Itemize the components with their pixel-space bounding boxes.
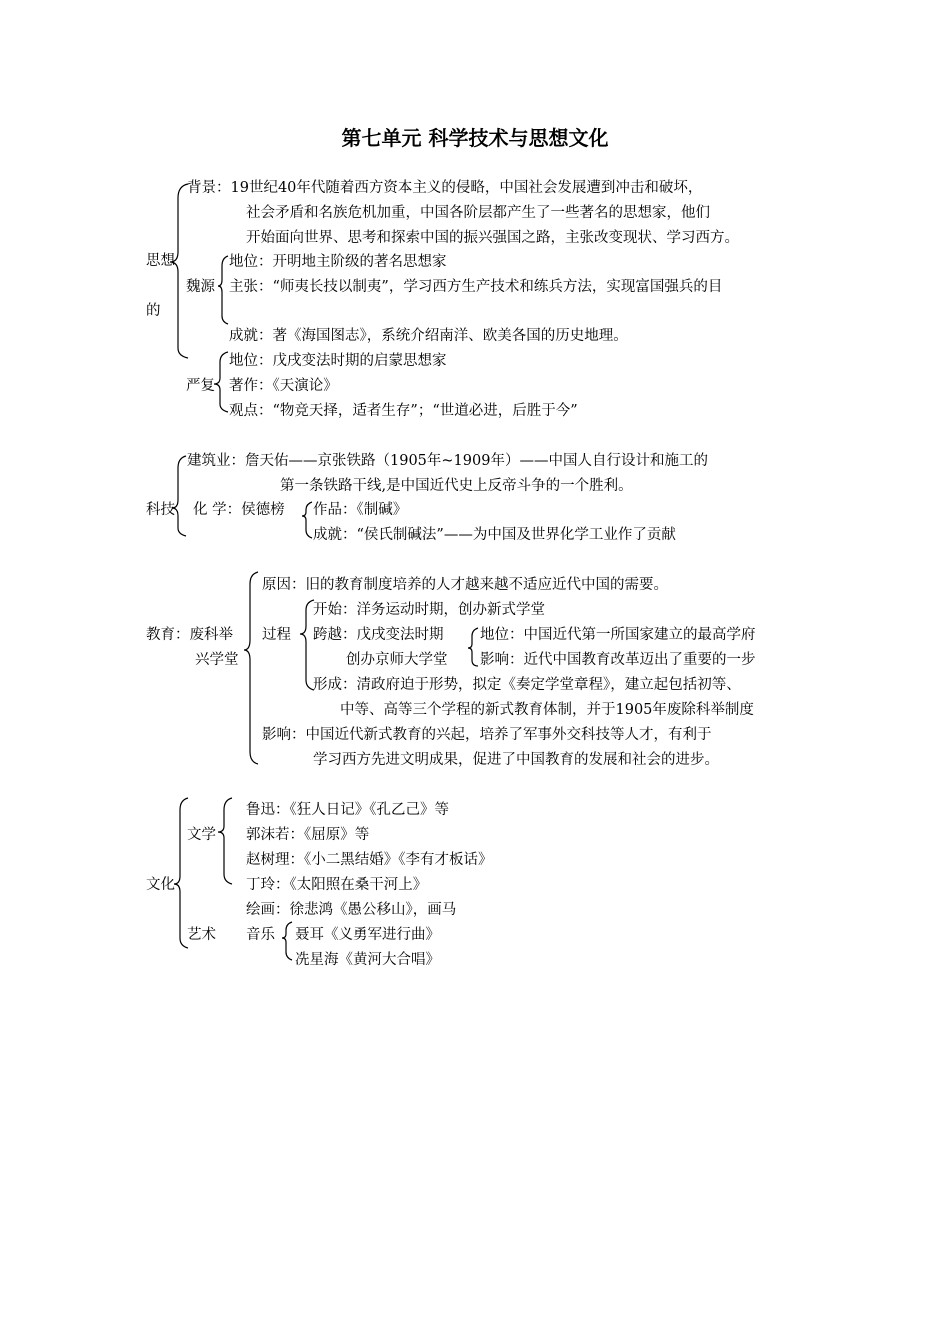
edu-brace [244,572,258,764]
music-brace [282,922,292,960]
wei-yuan-claim: 主张：“师夷长技以制夷”，学习西方生产技术和练兵方法，实现富国强兵的目 [229,279,723,295]
process-start: 开始：洋务运动时期，创办新式学堂 [313,602,545,618]
education-impact: 影响：中国近代新式教育的兴起，培养了军事外交科技等人才，有利于 [262,727,712,743]
painting-item: 绘画：徐悲鸿《愚公移山》，画马 [246,902,457,918]
process-label: 过程 [262,627,291,643]
tech-brace [172,456,186,536]
leap-brace [468,628,478,666]
background-line: 背景：19世纪40年代随着西方资本主义的侵略，中国社会发展遭到冲击和破坏， [187,180,703,196]
process-brace [300,600,314,690]
wei-brace [218,256,228,324]
culture-label: 文化 [146,877,175,893]
wei-yuan-achievement: 成就：著《海国图志》，系统介绍南洋、欧美各国的历史地理。 [229,328,628,344]
wei-yuan-label: 魏源 [186,279,215,295]
literature-brace [218,798,232,884]
background-line: 开始面向世界、思考和探索中国的振兴强国之路，主张改变现状、学习西方。 [246,230,739,246]
chemistry-work: 作品：《制碱》 [313,502,408,518]
literature-label: 文学 [187,827,216,843]
yan-fu-status: 地位：戊戌变法时期的启蒙思想家 [229,353,447,369]
literature-item: 赵树理：《小二黑结婚》《李有才板话》 [246,852,493,868]
education-label: 兴学堂 [195,652,239,668]
art-label: 艺术 [187,927,216,943]
chemistry-achievement: 成就：“侯氏制碱法”——为中国及世界化学工业作了贡献 [313,527,676,543]
leap-status: 地位：中国近代第一所国家建立的最高学府 [480,627,756,643]
tech-label: 科技 [146,502,175,518]
music-item: 冼星海《黄河大合唱》 [295,952,440,968]
thought-label-suffix: 的 [146,303,161,319]
music-item: 聂耳《义勇军进行曲》 [295,927,440,943]
education-impact: 学习西方先进文明成果，促进了中国教育的发展和社会的进步。 [313,752,719,768]
music-label: 音乐 [246,927,275,943]
yan-fu-work: 著作：《天演论》 [229,378,338,394]
process-leap: 创办京师大学堂 [346,652,448,668]
yan-fu-view: 观点：“物竞天择，适者生存”；“世道必进，后胜于今” [229,403,578,419]
process-form: 形成：清政府迫于形势，拟定《奏定学堂章程》，建立起包括初等、 [313,677,741,693]
education-reason: 原因：旧的教育制度培养的人才越来越不适应近代中国的需要。 [262,577,668,593]
literature-item: 郭沫若：《屈原》等 [246,827,370,843]
thought-brace [170,184,188,358]
page-title: 第七单元 科学技术与思想文化 [341,126,609,150]
culture-brace [174,798,188,948]
leap-impact: 影响：近代中国教育改革迈出了重要的一步 [480,652,756,668]
chem-brace [302,502,312,538]
process-leap: 跨越：戊戌变法时期 [313,627,444,643]
literature-item: 鲁迅：《狂人日记》《孔乙己》等 [246,802,449,818]
wei-yuan-status: 地位：开明地主阶级的著名思想家 [229,254,447,270]
chemistry-label: 化 学：侯德榜 [193,502,285,518]
thought-label: 思想 [146,253,175,269]
architecture-line: 建筑业：詹天佑——京张铁路（1905年~1909年）——中国人自行设计和施工的 [187,453,708,469]
yan-fu-label: 严复 [186,378,215,394]
background-line: 社会矛盾和名族危机加重，中国各阶层都产生了一些著名的思想家，他们 [246,205,710,221]
process-form: 中等、高等三个学程的新式教育体制，并于1905年废除科举制度 [340,702,754,718]
literature-item: 丁玲：《太阳照在桑干河上》 [246,877,428,893]
architecture-line: 第一条铁路干线,是中国近代史上反帝斗争的一个胜利。 [280,478,633,494]
yan-brace [214,352,228,412]
education-label: 教育：废科举 [146,627,233,643]
